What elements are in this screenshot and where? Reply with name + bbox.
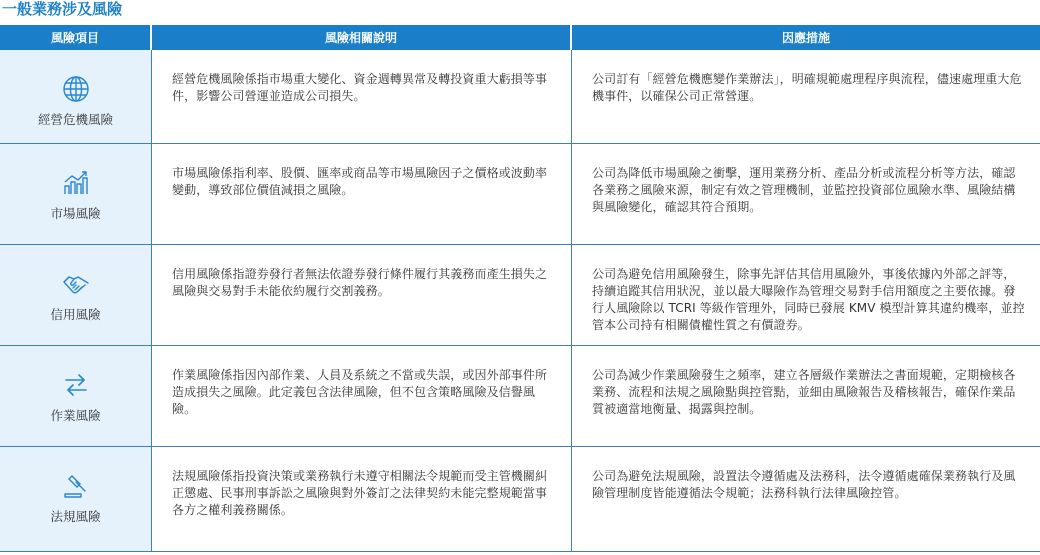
header-risk-description: 風險相關說明 [152,25,572,50]
response-measure-cell [572,144,1040,245]
risk-description-cell [152,245,572,346]
risk-description: 經營危機風險係指市場重大變化、資金週轉異常及轉投資重大虧損等事件，影響公司營運並造成公司損失。 [172,72,548,103]
response-measure: 公司訂有「經營危機應變作業辦法」，明確規範處理程序與流程，儘速處理重大危機事件，以確保公司正常營運。 [592,72,1022,103]
table-row [0,144,1040,245]
handshake-icon [61,269,91,299]
response-measure-cell [572,50,1040,144]
risk-description-cell [152,144,572,245]
risk-category-cell [0,245,152,346]
risk-description: 作業風險係指因內部作業、人員及系統之不當或失誤，或因外部事件所造成損失之風險。此定義包含法律風險，但不包含策略風險及信譽風險。 [172,368,548,416]
response-measure: 公司為避免信用風險發生，除事先評估其信用風險外，事後依據內外部之評等，持續追蹤其信用狀況，並以最大曝險作為管理交易對手信用額度之主要依據。發行人風險除以 TCRI 等級作管理外，同時已發展 KMV 模型計算其違約機率，並控管本公司持有相關債權性質之有價證券。 [592,267,1025,332]
risk-category-label: 法規風險 [50,509,101,524]
page-title: 一般業務涉及風險 [2,0,123,18]
risk-description: 法規風險係指投資決策或業務執行未遵守相關法令規範而受主管機關糾正懲處、民事刑事訴訟之風險與對外簽訂之法律契約未能完整規範當事各方之權利義務關係。 [172,469,548,517]
header-risk-item: 風險項目 [0,25,152,50]
risk-description: 市場風險係指利率、股價、匯率或商品等市場風險因子之價格或波動率變動，導致部位價值減損之風險。 [172,166,548,197]
table-header-row [0,25,1040,50]
table-row [0,447,1040,552]
response-measure: 公司為減少作業風險發生之頻率，建立各層級作業辦法之書面規範，定期檢核各業務、流程和法規之風險點與控管點，並細由風險報告及稽核報告，確保作業品質被適當地衡量、揭露與控制。 [592,368,1016,416]
market-chart-icon [61,168,91,198]
risk-category-cell [0,50,152,144]
table-row [0,50,1040,144]
risk-table [0,25,1040,552]
gavel-icon [61,471,91,501]
risk-category-label: 市場風險 [50,206,101,221]
risk-category-cell [0,144,152,245]
risk-category-cell [0,447,152,552]
globe-icon [61,74,91,104]
response-measure: 公司為降低市場風險之衝擊，運用業務分析、產品分析或流程分析等方法，確認各業務之風險來源，制定有效之管理機制，並監控投資部位風險水準、風險結構與風險變化，確認其符合預期。 [592,166,1016,214]
response-measure: 公司為避免法規風險，設置法令遵循處及法務科，法令遵循處確保業務執行及風險管理制度皆能遵循法令規範；法務科執行法律風險控管。 [592,469,1016,500]
risk-category-label: 信用風險 [50,307,101,322]
risk-description-cell [152,50,572,144]
risk-category-label: 經營危機風險 [37,112,113,127]
risk-category-label: 作業風險 [50,408,101,423]
response-measure-cell [572,447,1040,552]
risk-description-cell [152,346,572,447]
header-response-measures: 因應措施 [572,25,1040,50]
table-row [0,245,1040,346]
table-row [0,346,1040,447]
risk-category-cell [0,346,152,447]
exchange-arrows-icon [61,370,91,400]
response-measure-cell [572,245,1040,346]
risk-description: 信用風險係指證券發行者無法依證券發行條件履行其義務而產生損失之風險與交易對手未能依約履行交割義務。 [172,267,548,298]
risk-description-cell [152,447,572,552]
response-measure-cell [572,346,1040,447]
